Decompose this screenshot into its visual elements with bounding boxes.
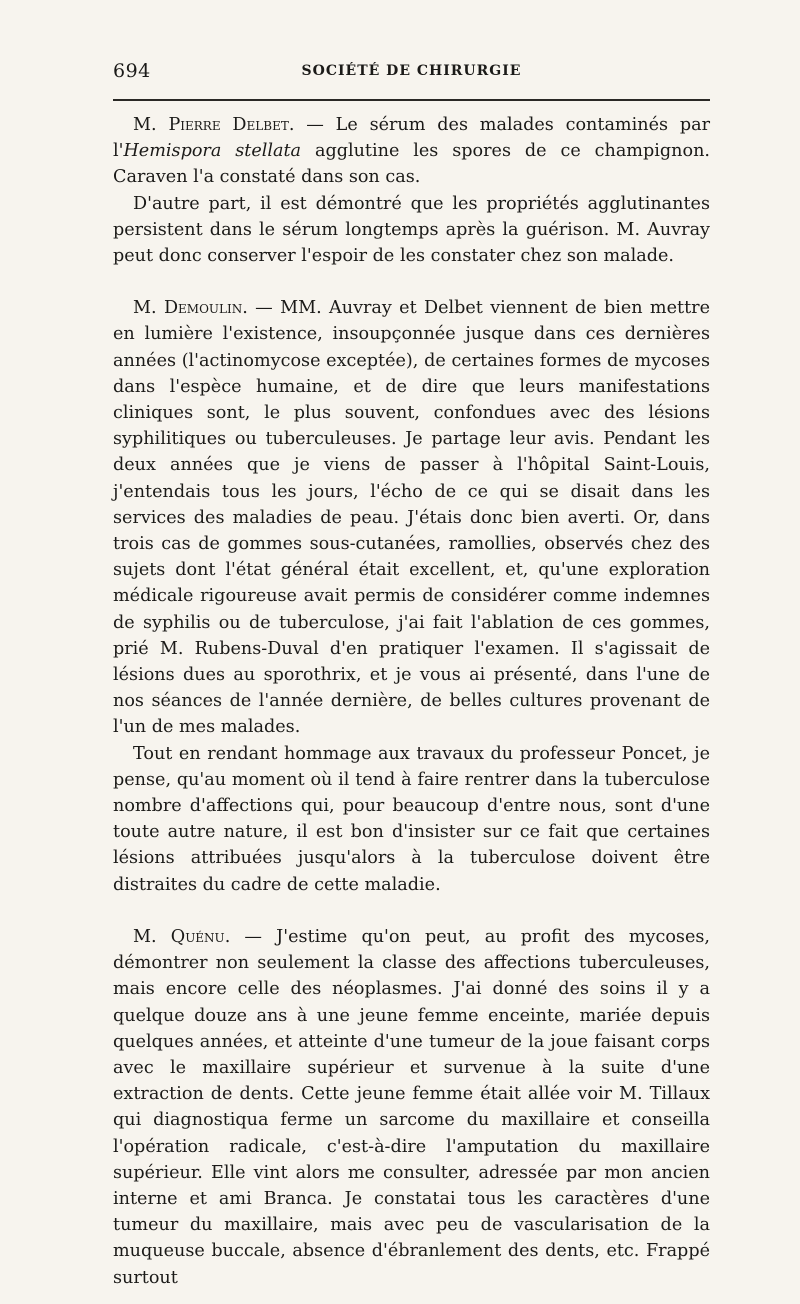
speaker-name: Pierre Delbet	[168, 115, 289, 135]
header-rule	[113, 99, 710, 101]
speaker-name: Demoulin	[163, 298, 243, 319]
body-text	[113, 112, 710, 1291]
intervention-block	[113, 924, 710, 1291]
page-header	[113, 60, 710, 84]
intervention-opening-paragraph	[113, 112, 710, 191]
speaker-prefix: M.	[133, 926, 171, 947]
intervention-block	[113, 295, 710, 898]
section-gap	[113, 898, 710, 924]
text-run: agglutine les spores de ce champignon. Caraven l'a constaté dans son cas.	[113, 141, 710, 188]
page-number: 694	[113, 60, 151, 82]
speaker-prefix: M.	[133, 298, 164, 319]
text-run: D'autre part, il est démontré que les propriétés agglutinantes persistent dans le sérum longtemps après la guérison. M. Auvray peut donc conserver l'espoir de les constater chez son malade.	[113, 193, 710, 267]
paragraph	[113, 741, 710, 898]
running-title: SOCIÉTÉ DE CHIRURGIE	[301, 63, 522, 79]
intervention-opening-paragraph	[113, 924, 710, 1291]
intervention-opening-paragraph	[113, 295, 710, 740]
paragraph	[113, 191, 710, 270]
text-run: . — Le sérum des malades contaminés par l'	[113, 115, 710, 162]
section-gap	[113, 269, 710, 295]
speaker-name: Quénu	[170, 926, 225, 947]
text-run: Tout en rendant hommage aux travaux du professeur Poncet, je pense, qu'au moment où il tend à faire rentrer dans la tuberculose nombre d'affections qui, pour beaucoup d'entre nous, sont d'une toute autre nature, il est bon d'insister sur ce fait que certaines lésions attribuées jusqu'alors à la tuberculose doivent être distraites du cadre de cette maladie.	[113, 743, 710, 895]
text-run: . — J'estime qu'on peut, au profit des mycoses, démontrer non seulement la classe des affections tuberculeuses, mais encore celle des néoplasmes. J'ai donné des soins il y a quelque douze ans à une jeune femme enceinte, mariée depuis quelques années, et atteinte d'une tumeur de la joue faisant corps avec le maxillaire supérieur et survenue à la suite d'une extraction de dents. Cette jeune femme était allée voir M. Tillaux qui diagnostiqua ferme un sarcome du maxillaire et conseilla l'opération radicale, c'est-à-dire l'amputation du maxillaire supérieur. Elle vint alors me consulter, adressée par mon ancien interne et ami Branca. Je constatai tous les caractères d'une tumeur du maxillaire, mais avec peu de vascularisation de la muqueuse buccale, absence d'ébranlement des dents, etc. Frappé surtout	[113, 926, 710, 1288]
speaker-prefix: M.	[133, 115, 169, 135]
italic-term: Hemispora stellata	[123, 141, 302, 162]
intervention-block	[113, 112, 710, 269]
text-run: . — MM. Auvray et Delbet viennent de bien mettre en lumière l'existence, insoupçonnée jusque dans ces dernières années (l'actinomycose exceptée), de certaines formes de mycoses dans l'espèce humaine, et de dire que leurs manifestations cliniques sont, le plus souvent, confondues avec des lésions syphilitiques ou tuberculeuses. Je partage leur avis. Pendant les deux années que je viens de passer à l'hôpital Saint-Louis, j'entendais tous les jours, l'écho de ce qui se disait dans les services des maladies de peau. J'étais donc bien averti. Or, dans trois cas de gommes sous-cutanées, ramollies, observés chez des sujets dont l'état général était excellent, et, qu'une exploration médicale rigoureuse avait permis de considérer comme indemnes de syphilis ou de tuberculose, j'ai fait l'ablation de ces gommes, prié M. Rubens-Duval d'en pratiquer l'examen. Il s'agissait de lésions dues au sporothrix, et je vous ai présenté, dans l'une de nos séances de l'année dernière, de belles cultures provenant de l'un de mes malades.	[113, 298, 710, 738]
